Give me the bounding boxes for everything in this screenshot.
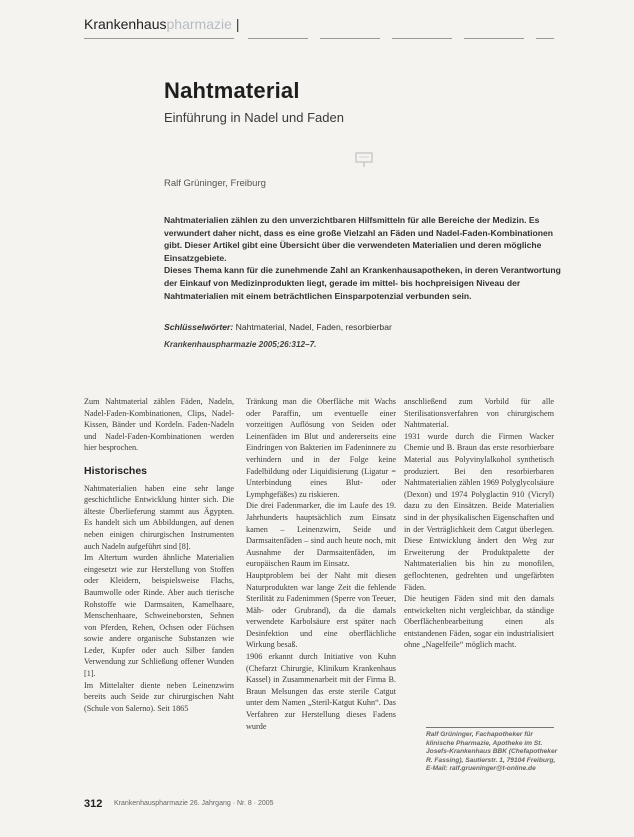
author-footnote: Ralf Grüninger, Fachapotheker für klinische Pharmazie, Apotheke im St. Josefs-Krankenhaus BBK (Chefapotheker R. Fassing), Sautierstr. 1, 79104 Freiburg, E-Mail: ralf.grueninger@t-online.de: [426, 731, 558, 773]
header-rule: [464, 38, 524, 39]
article-author: Ralf Grüninger, Freiburg: [164, 178, 266, 189]
section-label: [84, 16, 240, 32]
body-column-2: [246, 396, 396, 732]
section-divider: |: [235, 16, 240, 32]
body-paragraph: Die heutigen Fäden sind mit den damals entwickelten nicht vergleichbar, da ständige Oberflächenbearbeitung einen als entstandenen Fäden, sogar ein industrialisiert ohne „Nagelfeile“ möglich macht.: [404, 594, 554, 650]
body-paragraph: anschließend zum Vorbild für alle Sterilisationsverfahren von chirurgischem Nahtmaterial.: [404, 397, 554, 430]
watermark-icon: [354, 150, 376, 168]
keywords: [164, 322, 572, 332]
article-title: Nahtmaterial: [164, 78, 300, 103]
body-column-1: [84, 396, 234, 714]
header-rule: [536, 38, 554, 39]
header-rule: [84, 38, 234, 39]
body-column-3: [404, 396, 554, 651]
section-label-main: Krankenhaus: [84, 16, 167, 32]
body-paragraph: Zum Nahtmaterial zählen Fäden, Nadeln, Nadel-Faden-Kombinationen, Clips, Nadel-Kissen, Bänder und Kordeln. Faden-Nadeln und Nadel-Faden-Kombinationen werden hier besprochen.: [84, 397, 234, 453]
header-rule: [320, 38, 380, 39]
abstract-paragraph: Dieses Thema kann für die zunehmende Zahl an Krankenhausapotheken, in deren Verantwortung der Einkauf von Medizinprodukten liegt, gerade im mittel- bis hochpreisigen Niveau der Nahtmaterialien mit einem beträchtlichen Einsparpotenzial verbunden sein.: [164, 265, 561, 301]
body-paragraph: Tränkung man die Oberfläche mit Wachs oder Paraffin, um eventuelle einer vorzeitigen Auflösung von Seiden oder Leinenfäden im Blut und andererseits eine Eindringen von Bakterien im Fadeninnere zu verhindern und in der Folge keine Fadelbildung oder Liquidisierung (Ligatur = Unterbindung eines Blut- oder Lymphgefäßes) zu riskieren.: [246, 397, 396, 499]
body-paragraph: Im Mittelalter diente neben Leinenzwirn bereits auch Seide zur chirurgischen Naht (Schule von Salerno). Seit 1865: [84, 680, 234, 713]
body-paragraph: Nahtmaterialien haben eine sehr lange geschichtliche Entwicklung hinter sich. Die älteste Überlieferung stammt aus Ägypten. Es handelt sich um Abbildungen, auf denen neben einigen chirurgischen Instrumenten auch Nadeln aufgeführt sind [8].: [84, 483, 234, 551]
abstract: [164, 214, 572, 302]
body-paragraph: Hauptproblem bei der Naht mit diesen Naturprodukten war lange Zeit die fehlende Sterilität zu Fadenimmen (Sperre von Teeuer, Mäh- oder Grubrand), da die damals verwendete Karbolsäure erst später nach Desinfektion und eine oberflächliche Wirkung besaß.: [246, 570, 396, 650]
body-paragraph: Im Altertum wurden ähnliche Materialien eingesetzt wie zur Herstellung von Stoffen oder Kleidern, beispielsweise Flachs, Baumwolle oder Rinde. Aber auch tierische Rohstoffe wie Darmsaiten, Kamelhaare, Menschenhaare, Schweineborsten, Sehnen von Pferden, Rehen, Ochsen oder Füchsen sowie andere organische Substanzen wie Leder, Kupfer oder auch Silber fanden Verwendung zur Schließung offener Wunden [1].: [84, 553, 234, 679]
section-heading: Historisches: [84, 464, 148, 477]
page-number: 312: [84, 798, 103, 810]
keywords-text: Nahtmaterial, Nadel, Faden, resorbierbar: [235, 322, 392, 332]
footnote-rule: [426, 727, 554, 728]
body-paragraph: 1931 wurde durch die Firmen Wacker Chemie und B. Braun das erste resorbierbare Material aus Polyvinylalkohol synthetisch produziert. Bei den resorbierbaren Nahtmaterialien zählen 1969 Polyglycolsäure (Dexon) und 1974 Polyglactin 910 (Vicryl) dazu zu den Einsätzen. Beide Materialien sind in der physikalischen Eigenschaften und in der Verträglichkeit dem Catgut überlegen. Diese Entwicklung ändert den Weg zur Erweiterung der Produktpalette der Nahtmaterialien bis hin zu monofilen, geflochtenen, gedrehten und ungefärbten Fäden.: [404, 431, 554, 592]
body-paragraph: 1906 erkannt durch Initiative von Kuhn (Chefarzt Chirurgie, Klinikum Krankenhaus Kassel) in Zusammenarbeit mit der Firma B. Braun Melsungen das erste sterile Catgut unter dem Namen „Steril-Katgut Kuhn“. Das Verfahren zur Herstellung dieses Fadens wurde: [246, 652, 396, 731]
abstract-paragraph: Nahtmaterialien zählen zu den unverzichtbaren Hilfsmitteln für alle Bereiche der Medizin. Es verwundert daher nicht, dass es eine große Vielzahl an Fäden und Nadel-Faden-Kombinationen gibt. Dieser Artikel gibt eine Übersicht über die verwendeten Materialien und deren mögliche Einsatzgebiete.: [164, 215, 554, 263]
article-subtitle: Einführung in Nadel und Faden: [164, 110, 344, 125]
header-rule: [248, 38, 308, 39]
section-label-accent: pharmazie: [166, 16, 232, 32]
citation: Krankenhauspharmazie 2005;26:312–7.: [164, 340, 317, 349]
body-paragraph: Die drei Fadenmarker, die im Laufe des 19. Jahrhunderts hauptsächlich zum Einsatz kamen – Leinenzwirn, Seide und Darmsaitenfäden – sind auch heute noch, mit Ausnahme der Darmsaitenfäden, im europäischen Raum im Einsatz.: [246, 501, 396, 569]
keywords-label: Schlüsselwörter:: [164, 322, 234, 332]
header-rule: [392, 38, 452, 39]
journal-footer: Krankenhauspharmazie 26. Jahrgang · Nr. 8 · 2005: [114, 800, 274, 807]
